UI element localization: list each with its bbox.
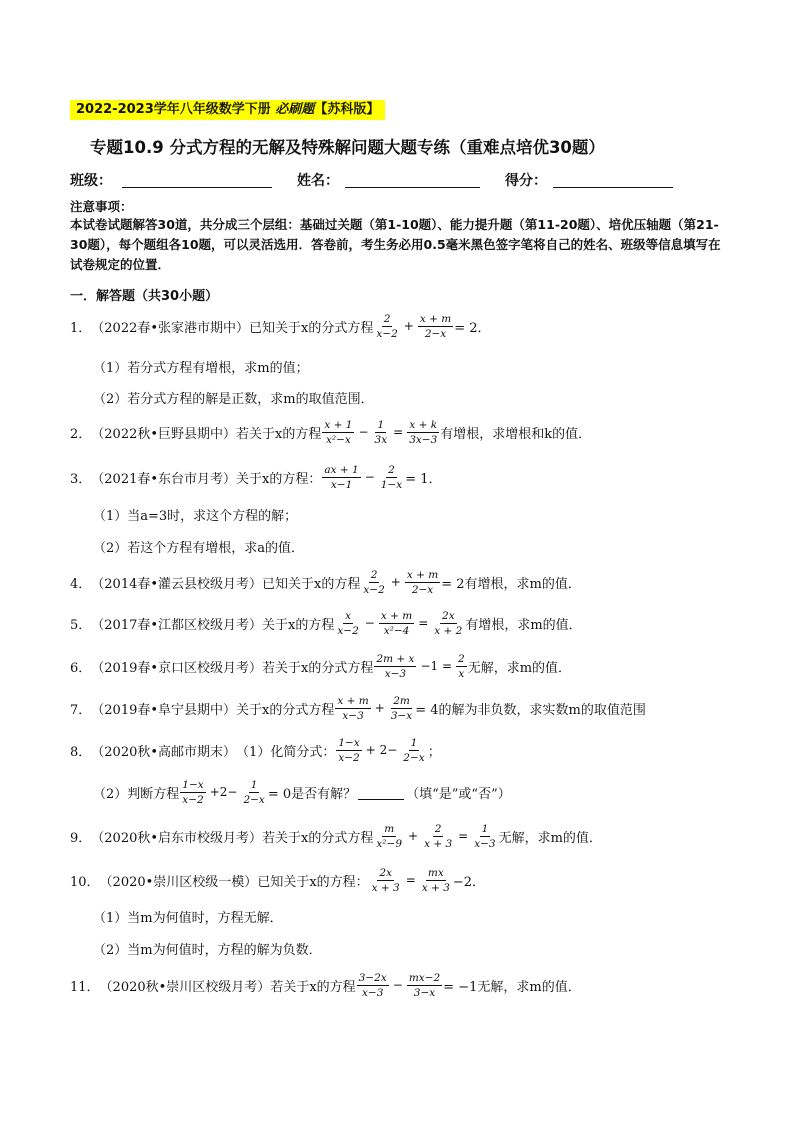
- notice-body: 本试卷试题解答30道，共分成三个层组：基础过关题（第1-10题）、能力提升题（第11-20题）、培优压轴题（第21-30题），每个题组各10题，可以灵活选用．答卷前，考生务必用0.5毫米黑色签字笔将自己的姓名、班级等信息填写在试卷规定的位置．: [70, 217, 721, 272]
- fraction: $\frac{2}{1-x}$: [380, 463, 403, 491]
- question-text: 关于x的方程: [262, 617, 335, 633]
- fraction: $\frac{mx-2}{3-x}$: [408, 971, 441, 999]
- fraction: $\frac{1}{2-x}$: [403, 736, 425, 764]
- fraction: $\frac{2}{x + 3}$: [424, 822, 453, 850]
- question-source: （2014春•灌云县校级月考）: [91, 576, 263, 592]
- score-label: 得分：: [505, 173, 547, 189]
- sub-question: （1）当a=3时，求这个方程的解；: [93, 508, 298, 524]
- question-number: 6．: [70, 660, 92, 676]
- notice-heading: 注意事项：: [70, 199, 133, 214]
- fraction: $\frac{2x}{x + 2}$: [434, 609, 463, 637]
- fraction: $\frac{2x}{x + 3}$: [371, 866, 400, 894]
- question-source: （2019春•阜宁县期中）: [91, 702, 237, 718]
- question-2: 2． （2022秋•巨野县期中） 若关于x的方程 $\frac{x + 1}{\text{x²−x}}$ − $\frac{1}{3x}$ = $\frac{x + k}{3x-3}$ 有增根，求增根和k的值．: [70, 418, 592, 446]
- sub-question-text: = 0是否有解？: [267, 786, 357, 802]
- score-field[interactable]: [553, 187, 673, 188]
- fraction: $\frac{1-x}{x-2}$: [182, 778, 204, 806]
- question-source: （2022春•张家港市期中）: [91, 320, 250, 336]
- header-tag-edition: 【苏科版】: [314, 102, 380, 117]
- question-number: 7．: [70, 702, 92, 718]
- question-tail: = 2有增根，求m的值．: [441, 576, 581, 592]
- operator: + 2−: [365, 743, 398, 757]
- question-source: （2020秋•高邮市期末）: [91, 744, 237, 760]
- question-tail: = 4的解为非负数，求实数m的取值范围: [415, 702, 646, 718]
- section-title: 一．解答题（共30小题）: [70, 289, 219, 304]
- student-info-row: [70, 170, 730, 192]
- question-6: [70, 650, 571, 682]
- fraction: $\frac{1}{x-3}$: [474, 822, 496, 850]
- question-5: 5． （2017春•江都区校级月考） 关于x的方程 $\frac{x}{x-2}$ − $\frac{x + m}{\text{x²−4}}$ = $\frac{2x}{x + 2}$ 有增根，求m的值．: [70, 609, 582, 637]
- sub-question-text: （填“是”或“否”）: [406, 786, 511, 802]
- sub-question: （1）当m为何值时，方程无解．: [93, 910, 283, 926]
- question-tail: 无解，求m的值．: [498, 830, 602, 846]
- question-number: 11．: [70, 979, 100, 995]
- name-label: 姓名：: [297, 173, 339, 189]
- fraction: $\frac{x + m}{2-x}$: [406, 568, 439, 596]
- question-number: 9．: [70, 830, 92, 846]
- sub-question: （2）若分式方程的解是正数，求m的取值范围．: [93, 391, 374, 407]
- question-1: 1． （2022春•张家港市期中） 已知关于x的分式方程 $\frac{2}{x-2}$ + $\frac{x + m}{2-x}$ = 2．: [70, 312, 491, 340]
- fraction: $\frac{2m + x}{x-3}$: [376, 652, 415, 680]
- fraction: $\frac{x + m}{2-x}$: [419, 312, 452, 340]
- question-number: 5．: [70, 617, 92, 633]
- fraction: $\frac{m}{\text{x²−9}}$: [376, 822, 402, 850]
- operator: +2−: [209, 785, 238, 799]
- fraction: $\frac{1}{3x}$: [374, 418, 388, 446]
- fraction: $\frac{x + 1}{\text{x²−x}}$: [324, 418, 353, 446]
- question-tail: = 2．: [454, 320, 491, 336]
- question-tail: 无解，求m的值．: [467, 660, 572, 676]
- question-text: （1）化简分式：: [236, 744, 336, 760]
- question-tail: ；: [427, 744, 441, 760]
- question-number: 2．: [70, 426, 92, 442]
- sub-question-text: （2）判断方程: [93, 786, 180, 802]
- fraction: $\frac{ax + 1}{x-1}$: [324, 463, 359, 491]
- fraction: $\frac{3-2x}{x-3}$: [358, 971, 387, 999]
- question-number: 3．: [70, 471, 92, 487]
- question-10: 10． （2020•崇川区校级一模） 已知关于x的方程： $\frac{2x}{x + 3}$ = $\frac{mx}{x + 3}$ −2．: [70, 866, 486, 894]
- operator: −1 =: [420, 659, 452, 673]
- sub-question: （2）当m为何值时，方程的解为负数．: [93, 942, 322, 958]
- question-tail: −2．: [452, 874, 486, 890]
- question-3: 3． （2021春•东台市月考） 关于x的方程： $\frac{ax + 1}{x-1}$ − $\frac{2}{1-x}$ = 1．: [70, 463, 442, 491]
- fraction: $\frac{x + k}{3x-3}$: [409, 418, 438, 446]
- fraction: $\frac{x + m}{x-3}$: [337, 694, 369, 722]
- question-7: 7． （2019春•阜宁县期中） 关于x的分式方程 $\frac{x + m}{x-3}$ + $\frac{2m}{3-x}$ = 4的解为非负数，求实数m的取值范围: [70, 694, 646, 722]
- answer-blank[interactable]: [358, 785, 404, 800]
- header-tag-grade: 2022-2023学年八年级数学下册: [76, 102, 271, 117]
- fraction: $\frac{1-x}{x-2}$: [338, 736, 360, 764]
- question-9: 9． （2020秋•启东市校级月考） 若关于x的分式方程 $\frac{m}{\text{x²−9}}$ + $\frac{2}{x + 3}$ = $\frac{1}{x-3}$ 无解，求m的值．: [70, 822, 602, 850]
- fraction: $\frac{1}{2-x}$: [243, 778, 265, 806]
- question-tail: 有增根，求增根和k的值．: [440, 426, 592, 442]
- question-source: （2020秋•崇川区校级月考）: [99, 979, 271, 995]
- question-tail: = 1．: [405, 471, 442, 487]
- question-tail: = −1无解，求m的值．: [443, 979, 581, 995]
- class-field[interactable]: [122, 187, 272, 188]
- question-4: 4． （2014春•灌云县校级月考） 已知关于x的方程 $\frac{2}{x-2}$ + $\frac{x + m}{2-x}$ = 2有增根，求m的值．: [70, 568, 581, 596]
- fraction: $\frac{2}{x-2}$: [363, 568, 385, 596]
- class-label: 班级：: [70, 173, 112, 189]
- fraction: $\frac{2}{x}$: [458, 652, 465, 680]
- question-11: 11． （2020秋•崇川区校级月考） 若关于x的方程 $\frac{3-2x}{x-3}$ − $\frac{mx-2}{3-x}$ = −1无解，求m的值．: [70, 971, 581, 999]
- question-text: 已知关于x的方程: [262, 576, 361, 592]
- question-text: 若关于x的分式方程: [262, 830, 374, 846]
- name-field[interactable]: [345, 187, 480, 188]
- question-number: 10．: [70, 874, 100, 890]
- header-tag-must: 必刷题: [275, 102, 315, 117]
- question-number: 8．: [70, 744, 92, 760]
- question-8: [70, 734, 441, 766]
- question-text: 已知关于x的方程：: [257, 874, 369, 890]
- header-tag: [70, 100, 385, 120]
- question-source: （2020•崇川区校级一模）: [99, 874, 258, 890]
- question-text: 关于x的分式方程: [236, 702, 335, 718]
- fraction: $\frac{2}{x-2}$: [376, 312, 398, 340]
- sub-question: （1）若分式方程有增根，求m的值；: [93, 360, 309, 376]
- question-number: 4．: [70, 576, 92, 592]
- question-text: 若关于x的方程: [236, 426, 322, 442]
- fraction: $\frac{x + m}{\text{x²−4}}$: [380, 609, 413, 637]
- sub-question: （2）若这个方程有增根，求a的值．: [93, 540, 305, 556]
- question-source: （2020秋•启东市校级月考）: [91, 830, 263, 846]
- fraction: $\frac{2m}{3-x}$: [390, 694, 413, 722]
- question-source: （2019春•京口区校级月考）: [91, 660, 263, 676]
- page-title: 专题10.9 分式方程的无解及特殊解问题大题专练（重难点培优30题）: [90, 138, 605, 157]
- question-text: 已知关于x的分式方程: [249, 320, 374, 336]
- fraction: $\frac{mx}{x + 3}$: [421, 866, 450, 894]
- fraction: $\frac{x}{x-2}$: [337, 609, 359, 637]
- question-source: （2022秋•巨野县期中）: [91, 426, 237, 442]
- question-source: （2021春•东台市月考）: [91, 471, 237, 487]
- question-text: 若关于x的分式方程: [262, 660, 374, 676]
- sub-question: [93, 780, 511, 804]
- question-number: 1．: [70, 320, 92, 336]
- question-tail: 有增根，求m的值．: [465, 617, 582, 633]
- question-text: 若关于x的方程: [270, 979, 356, 995]
- question-source: （2017春•江都区校级月考）: [91, 617, 263, 633]
- question-text: 关于x的方程：: [236, 471, 322, 487]
